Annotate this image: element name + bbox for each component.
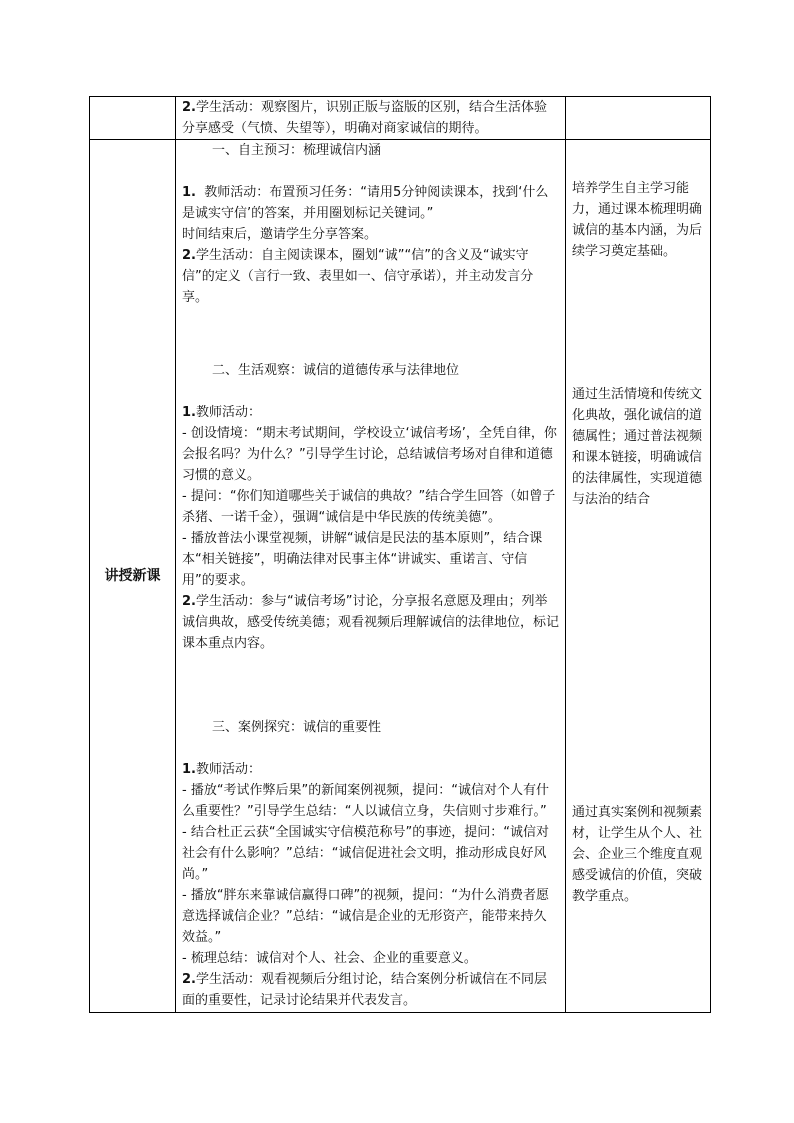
stage-cell xyxy=(90,97,176,140)
section-heading: 三、案例探究：诚信的重要性 xyxy=(212,720,382,735)
list-item: - 播放“胖东来靠诚信赢得口碑”的视频，提问：“为什么消费者愿意选择诚信企业？”总结：“诚信是企业的无形资产，能带来持久效益。” xyxy=(182,888,550,945)
list-item: 1. 教师活动：布置预习任务：“请用5分钟阅读课本，找到‘什么是诚实守信’的答案，并用圈划标记关键词。” xyxy=(182,185,549,221)
table-row xyxy=(90,140,711,1013)
table-row xyxy=(90,97,711,140)
list-item: - 梳理总结：诚信对个人、社会、企业的重要意义。 xyxy=(182,951,477,966)
section-heading: 一、自主预习：梳理诚信内涵 xyxy=(212,143,382,158)
list-item: 2.学生活动：观看视频后分组讨论，结合案例分析诚信在不同层面的重要性，记录讨论结果并代表发言。 xyxy=(182,972,547,1008)
list-item: 2.学生活动：参与“诚信考场”讨论，分享报名意愿及理由；列举诚信典故，感受传统美德；观看视频后理解诚信的法律地位，标记课本重点内容。 xyxy=(182,594,560,651)
lesson-plan-table xyxy=(89,96,711,1013)
activity-cell xyxy=(176,140,566,1013)
list-item: - 播放普法小课堂视频，讲解“诚信是民法的基本原则”，结合课本“相关链接”，明确法律对民事主体“讲诚实、重诺言、守信用”的要求。 xyxy=(182,531,543,588)
purpose-cell xyxy=(566,140,711,1013)
stage-label: 讲授新课 xyxy=(90,140,176,1013)
list-item: - 提问：“你们知道哪些关于诚信的典故？”结合学生回答（如曾子杀猪、一诺千金），强调“诚信是中华民族的传统美德”。 xyxy=(182,489,556,525)
purpose-text: 通过生活情境和传统文化典故，强化诚信的道德属性；通过普法视频和课本链接，明确诚信的法律属性，实现道德与法治的结合 xyxy=(572,387,703,507)
purpose-text: 通过真实案例和视频素材，让学生从个人、社会、企业三个维度直观感受诚信的价值，突破教学重点。 xyxy=(572,805,703,904)
list-item: 时间结束后，邀请学生分享答案。 xyxy=(182,227,378,242)
activity-cell xyxy=(176,97,566,140)
list-item: 2.学生活动：观察图片，识别正版与盗版的区别，结合生活体验分享感受（气愤、失望等），明确对商家诚信的期待。 xyxy=(182,100,547,136)
purpose-cell xyxy=(566,97,711,140)
list-item: 1.教师活动： xyxy=(182,405,261,420)
list-item: 2.学生活动：自主阅读课本，圈划“诚”“信”的含义及“诚实守信”的定义（言行一致、表里如一、信守承诺），并主动发言分享。 xyxy=(182,248,534,305)
section-heading: 二、生活观察：诚信的道德传承与法律地位 xyxy=(212,363,460,378)
list-item: - 创设情境：“期末考试期间，学校设立‘诚信考场’，全凭自律，你会报名吗？为什么？”引导学生讨论，总结诚信考场对自律和道德习惯的意义。 xyxy=(182,426,557,483)
purpose-text: 培养学生自主学习能力，通过课本梳理明确诚信的基本内涵，为后续学习奠定基础。 xyxy=(572,181,703,259)
list-item: - 播放“考试作弊后果”的新闻案例视频，提问：“诚信对个人有什么重要性？”引导学生总结：“人以诚信立身，失信则寸步难行。” xyxy=(182,783,550,819)
list-item: 1.教师活动： xyxy=(182,762,261,777)
list-item: - 结合杜正云获“全国诚实守信模范称号”的事迹，提问：“诚信对社会有什么影响？”总结：“诚信促进社会文明，推动形成良好风尚。” xyxy=(182,825,550,882)
